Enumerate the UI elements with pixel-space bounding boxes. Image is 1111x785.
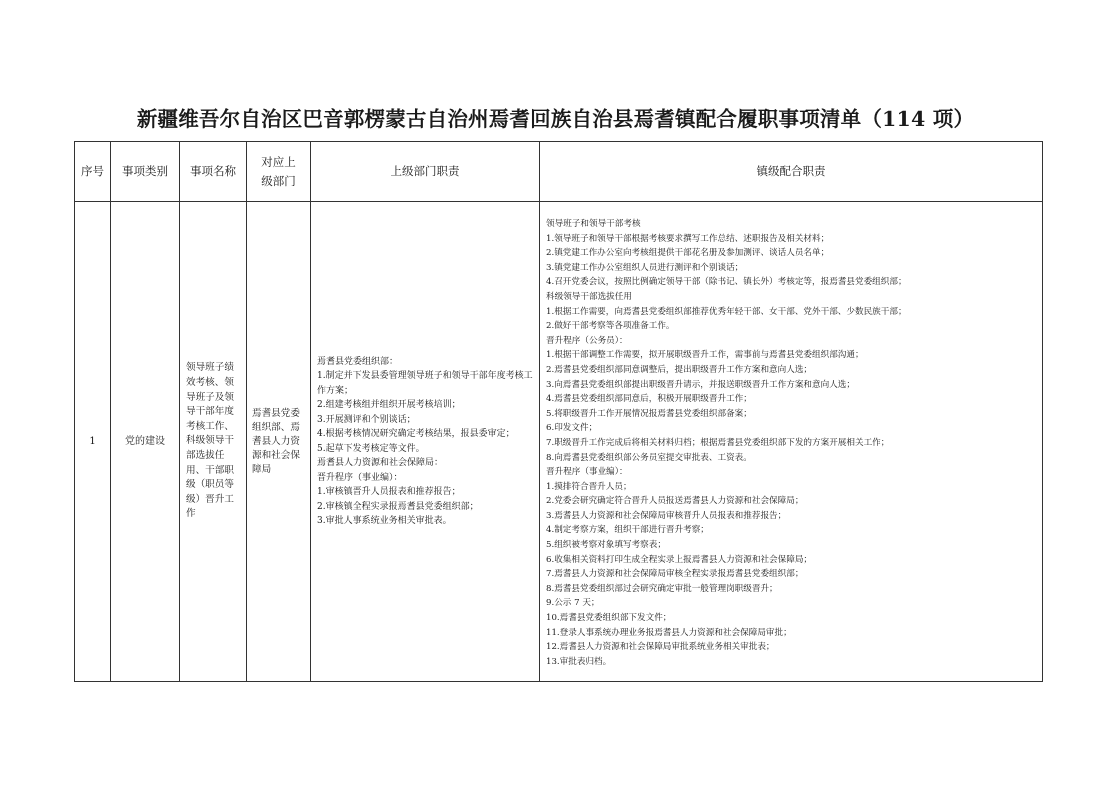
upper-line: 2.组建考核组并组织开展考核培训； — [317, 400, 461, 411]
row-dept-text: 焉耆县党委组织部、焉耆县人力资源和社会保障局 — [252, 407, 300, 475]
town-line: 2.做好干部考察等各项准备工作。 — [546, 321, 675, 332]
town-line: 13.审批表归档。 — [546, 656, 612, 667]
town-line: 8.焉耆县党委组织部过会研究确定审批一般管理岗职级晋升； — [546, 583, 778, 594]
town-line: 2.焉耆县党委组织部同意调整后，提出职级晋升工作方案和意向人选； — [546, 364, 813, 375]
town-line: 4.制定考察方案，组织干部进行晋升考察； — [546, 525, 709, 536]
town-line: 领导班子和领导干部考核 — [546, 219, 641, 229]
town-line: 3.镇党建工作办公室组织人员进行测评和个别谈话； — [546, 262, 744, 273]
town-line: 1.摸排符合晋升人员； — [546, 481, 632, 492]
upper-line: 4.根据考核情况研究确定考核结果，报县委审定； — [317, 429, 515, 440]
row-name-text: 领导班子绩效考核、领导班子及领导干部年度考核工作、科级领导干部选拔任用、干部职级（职员等级）晋升工作 — [186, 362, 234, 520]
upper-line: 1.制定并下发县委管理领导班子和领导干部年度考核工作方案； — [317, 371, 533, 396]
header-dept-line1: 对应上 — [261, 154, 296, 169]
town-line: 4.召开党委会议，按照比例确定领导干部（除书记、镇长外）考核定等，报焉耆县党委组织部； — [546, 277, 907, 288]
row-category: 党的建设 — [111, 202, 180, 682]
upper-line: 5.起草下发考核定等文件。 — [317, 443, 425, 454]
table-row — [75, 202, 1043, 682]
town-line: 2.镇党建工作办公室向考核组提供干部花名册及参加测评、谈话人员名单； — [546, 248, 830, 259]
document-title: 新疆维吾尔自治区巴音郭楞蒙古自治州焉耆回族自治县焉耆镇配合履职事项清单（114 项） — [136, 107, 975, 131]
town-line: 9.公示 7 天； — [546, 598, 600, 609]
town-line: 1.根据干部调整工作需要，拟开展职级晋升工作，需事前与焉耆县党委组织部沟通； — [546, 350, 864, 361]
town-line: 6.印发文件； — [546, 423, 598, 434]
header-town-duty: 镇级配合职责 — [540, 142, 1043, 202]
town-line: 5.将职级晋升工作开展情况报焉耆县党委组织部备案； — [546, 408, 752, 419]
upper-line: 3.开展测评和个别谈话； — [317, 414, 416, 425]
town-line: 4.焉耆县党委组织部同意后，积极开展职级晋升工作； — [546, 394, 752, 405]
header-name: 事项名称 — [180, 142, 247, 202]
town-line: 2.党委会研究确定符合晋升人员报送焉耆县人力资源和社会保障局； — [546, 496, 804, 507]
town-line: 3.焉耆县人力资源和社会保障局审核晋升人员报表和推荐报告； — [546, 510, 787, 521]
town-line: 7.职级晋升工作完成后将相关材料归档；根据焉耆县党委组织部下发的方案开展相关工作； — [546, 437, 890, 448]
town-line: 10.焉耆县党委组织部下发文件； — [546, 613, 672, 624]
town-line: 1.根据工作需要，向焉耆县党委组织部推荐优秀年轻干部、女干部、党外干部、少数民族干部； — [546, 306, 907, 317]
header-dept-line2: 级部门 — [261, 173, 296, 188]
duty-list-table — [74, 141, 1043, 682]
upper-line: 1.审核镇晋升人员报表和推荐报告； — [317, 487, 461, 498]
town-line: 科级领导干部选拔任用 — [546, 291, 632, 302]
town-line: 晋升程序（事业编）： — [546, 467, 628, 478]
town-line: 晋升程序（公务员）： — [546, 335, 628, 346]
town-line: 6.收集相关资料打印生成全程实录上报焉耆县人力资源和社会保障局； — [546, 554, 813, 565]
town-line: 11.登录人事系统办理业务报焉耆县人力资源和社会保障局审批； — [546, 627, 792, 638]
upper-line: 焉耆县党委组织部： — [317, 356, 399, 367]
row-upper-duty — [311, 202, 540, 682]
header-num: 序号 — [75, 142, 111, 202]
town-line: 1.领导班子和领导干部根据考核要求撰写工作总结、述职报告及相关材料； — [546, 233, 830, 244]
upper-line: 2.审核镇全程实录报焉耆县党委组织部； — [317, 501, 479, 512]
town-line: 5.组织被考察对象填写考察表； — [546, 540, 666, 551]
town-line: 7.焉耆县人力资源和社会保障局审核全程实录报焉耆县党委组织部； — [546, 569, 804, 580]
town-line: 8.向焉耆县党委组织部公务员室提交审批表、工资表。 — [546, 452, 752, 463]
town-line: 12.焉耆县人力资源和社会保障局审批系统业务相关审批表； — [546, 642, 775, 653]
upper-line: 晋升程序（事业编）： — [317, 472, 403, 483]
header-dept — [247, 142, 311, 202]
header-category: 事项类别 — [111, 142, 180, 202]
row-num: 1 — [75, 202, 111, 682]
upper-line: 焉耆县人力资源和社会保障局： — [317, 458, 444, 469]
row-dept — [247, 202, 311, 682]
row-town-duty — [540, 202, 1043, 682]
row-name — [180, 202, 247, 682]
upper-line: 3.审批人事系统业务相关审批表。 — [317, 516, 452, 527]
header-upper-duty: 上级部门职责 — [311, 142, 540, 202]
town-line: 3.向焉耆县党委组织部提出职级晋升请示，并报送职级晋升工作方案和意向人选； — [546, 379, 855, 390]
table-header-row — [75, 142, 1043, 202]
